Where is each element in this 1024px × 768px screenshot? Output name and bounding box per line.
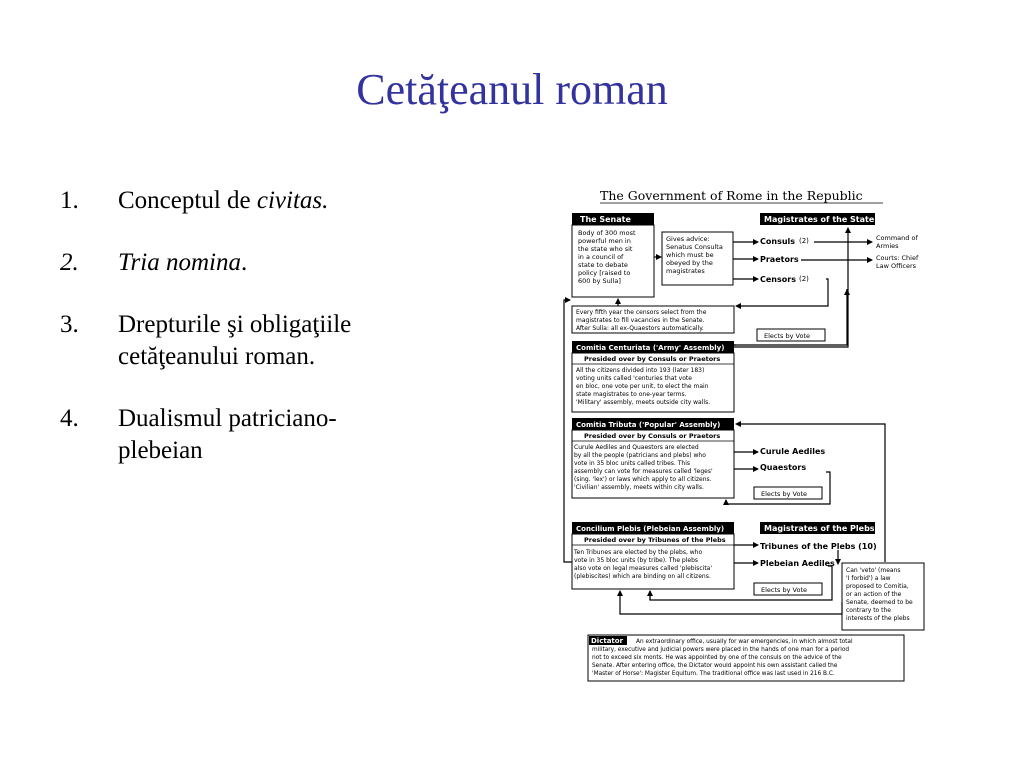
item-text: Conceptul de	[118, 187, 257, 214]
connector	[564, 300, 572, 562]
item-text-line: plebeian	[118, 437, 203, 464]
dictator-first-line: An extraordinary office, usually for war emergencies, in which almost total	[636, 639, 853, 645]
diagram-title: The Government of Rome in the Republic	[600, 188, 863, 203]
censors-note-text: Every fifth year the censors select from the magistrates to fill vacancies in the Senate. After Sulla: all ex-Quaestors automatically.	[576, 309, 707, 332]
item-text-line: Dualismul patriciano-	[118, 405, 337, 432]
praetors-label: Praetors	[760, 255, 799, 264]
courts-text: Courts: Chief Law Officers	[876, 254, 919, 270]
item-number: 1.	[60, 187, 79, 214]
magistrates-state-header: Magistrates of the State	[764, 215, 875, 224]
dictator-box	[588, 635, 904, 681]
list-item	[60, 403, 460, 467]
centuriata-body: All the citizens divided into 193 (later 183) voting units called 'centuries that vote en bloc, one vote per unit, to elect the main state magistrates to one-year terms. 'Military' assembly, meets outside city walls.	[576, 367, 711, 406]
centuriata-box	[572, 341, 734, 412]
item-text-line: Drepturile şi obligaţiile	[118, 311, 352, 338]
centuriata-presided: Presided over by Consuls or Praetors	[584, 355, 721, 363]
senate-header: The Senate	[580, 215, 631, 224]
elects-by-vote-label: Elects by Vote	[761, 586, 807, 594]
centuriata-header: Comitia Centuriata ('Army' Assembly)	[576, 344, 725, 352]
curule-aediles-label: Curule Aediles	[760, 447, 826, 456]
tributa-box	[572, 418, 734, 498]
veto-box	[842, 563, 924, 630]
censors-label: Censors	[760, 275, 796, 284]
censors-count: (2)	[799, 275, 809, 283]
dictator-label: Dictator	[591, 637, 624, 645]
item-text-line: cetăţeanului roman.	[118, 343, 316, 370]
senate-box	[572, 213, 654, 297]
elects-by-vote-label: Elects by Vote	[761, 490, 807, 498]
topic-list	[60, 185, 460, 497]
senate-body: Body of 300 most powerful men in the state who sit in a council of state to debate policy [raised to 600 by Sulla]	[578, 229, 636, 285]
magistrates-plebs-header: Magistrates of the Plebs	[764, 524, 875, 533]
government-diagram	[558, 182, 940, 687]
elects-by-vote-label: Elects by Vote	[764, 332, 810, 340]
plebis-presided: Presided over by Tribunes of the Plebs	[584, 536, 726, 544]
veto-text: Can 'veto' (means 'I forbid') a law proposed to Comitia, or an action of the Senate, deemed to be contrary to the interests of the plebs	[846, 567, 913, 622]
plebis-body: Ten Tribunes are elected by the plebs, who vote in 35 bloc units (by tribe). The plebs also vote on legal measures called 'plebiscita' (plebiscites) which are binding on all citizens.	[574, 549, 712, 580]
plebis-header: Concilium Plebis (Plebeian Assembly)	[576, 525, 725, 533]
quaestors-label: Quaestors	[760, 463, 807, 472]
item-number: 4.	[60, 405, 79, 432]
censors-note-box	[572, 306, 734, 333]
item-emphasis: Tria nomina	[118, 249, 241, 276]
dictator-text: military, executive and judicial powers were placed in the hands of one man for a period not to exceed six monts. He was appointed by one of the consuls on the advice of the Senate. After entering office, the Dictator would appoint his own assistant called the 'Master of Horse': Magister Equitum. The traditional office was last used in 216 B.C.	[592, 647, 850, 677]
tribunes-label: Tribunes of the Plebs (10)	[760, 542, 877, 551]
item-number: 3.	[60, 311, 79, 338]
advice-text: Gives advice: Senatus Consulta which must be obeyed by the magistrates	[666, 235, 723, 275]
tributa-header: Comitia Tributa ('Popular' Assembly)	[576, 421, 721, 429]
slide-title: Cetăţeanul roman	[356, 65, 668, 114]
command-text: Command of Armies	[876, 234, 918, 250]
tributa-presided: Presided over by Consuls or Praetors	[584, 432, 721, 440]
consuls-count: (2)	[799, 237, 809, 245]
plebis-box	[572, 522, 734, 589]
consuls-label: Consuls	[760, 237, 796, 246]
item-text-after: .	[240, 249, 248, 276]
list-item	[60, 185, 460, 217]
list-item	[60, 247, 460, 279]
list-item	[60, 309, 460, 373]
plebeian-aediles-label: Plebeian Aediles	[760, 559, 835, 568]
tributa-body: Curule Aediles and Quaestors are elected by all the people (patricians and plebs) who vote in 35 bloc units called tribes. This assembly can vote for measures called 'leges' (sing. 'lex') or laws which apply to all citizens. 'Civilian' assembly, meets within city walls.	[574, 444, 713, 491]
item-number: 2.	[60, 249, 79, 276]
connector	[808, 279, 828, 306]
advice-box	[662, 232, 733, 285]
item-emphasis: civitas.	[256, 187, 329, 214]
